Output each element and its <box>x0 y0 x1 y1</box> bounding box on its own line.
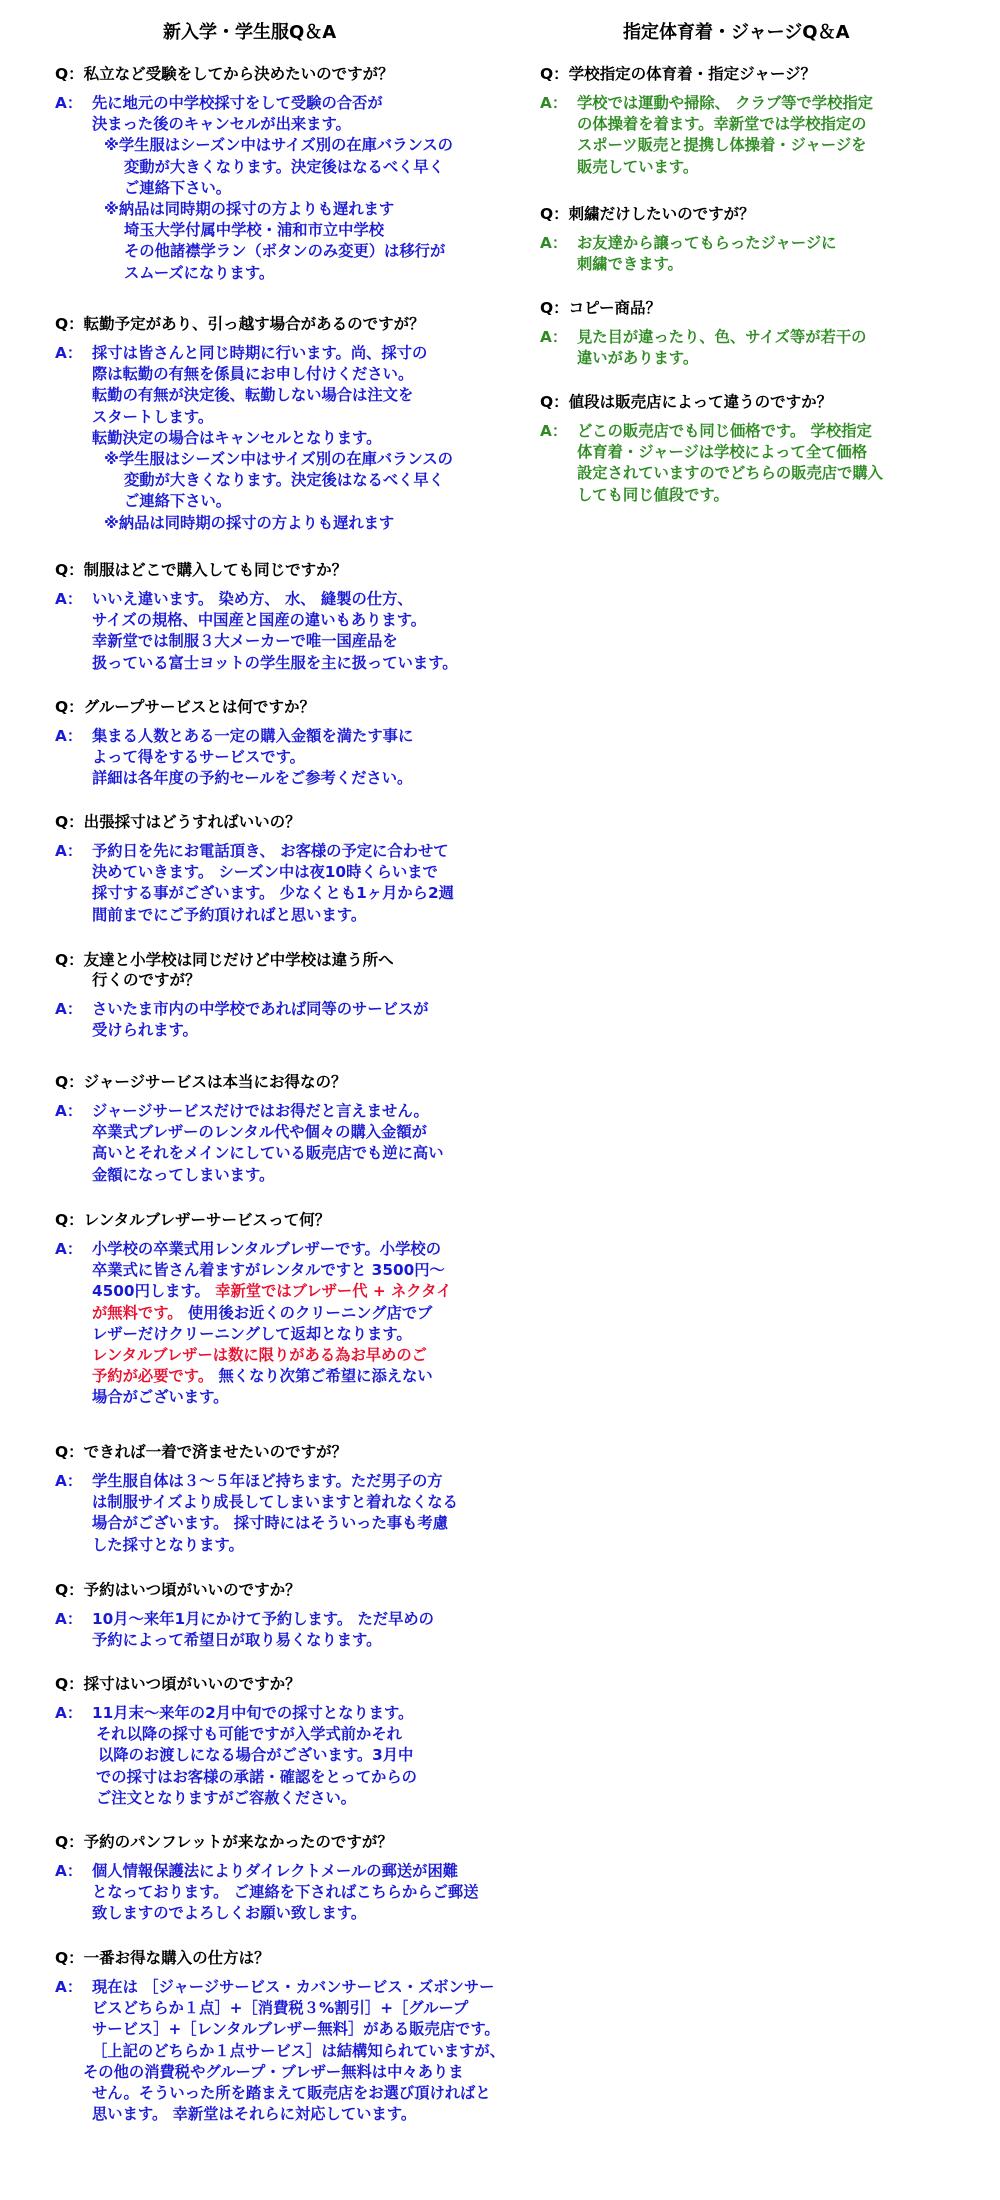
answer-line: 違いがあります。 <box>577 349 699 368</box>
qa-item-school-sportswear <box>540 64 873 178</box>
highlight-text: が無料です。 <box>92 1303 183 1322</box>
answer-line: 致しますのでよろしくお願い致します。 <box>92 1904 367 1923</box>
answer <box>55 726 413 790</box>
answer-line: その他の消費税やグループ・ブレザー無料は中々ありま <box>83 2062 464 2081</box>
answer-label: A： <box>55 1704 83 1722</box>
answer-line: ご注文となりますがご容赦ください。 <box>96 1788 357 1807</box>
answer-line: 採寸する事がございます。 少なくとも1ヶ月から2週 <box>92 884 454 903</box>
answer-line: した採寸となります。 <box>92 1535 244 1554</box>
question: Q：転勤予定があり、引っ越す場合があるのですが？ <box>55 315 425 333</box>
answer <box>55 1471 458 1556</box>
answer-line <box>92 1366 452 1387</box>
question: Q：できれば一着で済ませたいのですが？ <box>55 1443 348 1461</box>
answer-line: 場合がございます。 採寸時にはそういった事も考慮 <box>92 1514 448 1533</box>
question: Q：ジャージサービスは本当にお得なの？ <box>55 1073 347 1091</box>
answer-line: での採寸はお客様の承諾・確認をとってからの <box>96 1767 417 1786</box>
qa-item-transfer <box>55 314 453 534</box>
answer-line: は制服サイズより成長してしまいますと着れなくなる <box>92 1493 458 1512</box>
answer-line: の体操着を着ます。幸新堂では学校指定の <box>577 115 867 134</box>
question: Q：値段は販売店によって違うのですか？ <box>540 393 833 411</box>
answer-line: ビスどちらか１点］+［消費税３%割引］+［グループ <box>92 1999 469 2018</box>
question: Q：出張採寸はどうすればいいの？ <box>55 813 301 831</box>
answer-line: スムーズになります。 <box>124 263 275 282</box>
answer-text: 4500円します。 <box>92 1282 216 1301</box>
answer <box>55 1239 452 1409</box>
qa-item-private-exam <box>55 64 453 284</box>
answer-text: 使用後お近くのクリーニング店でブ <box>182 1303 433 1322</box>
question: Q：予約はいつ頃がいいのですか？ <box>55 1581 301 1599</box>
answer-line: 転勤決定の場合はキャンセルとなります。 <box>92 428 382 447</box>
qa-item-price <box>540 392 883 506</box>
answer-label: A： <box>55 590 83 608</box>
answer <box>55 1861 479 1925</box>
qa-item-copy-product <box>540 298 866 369</box>
answer-text: 無くなり次第ご希望に添えない <box>213 1367 433 1386</box>
question: Q：レンタルブレザーサービスって何？ <box>55 1211 331 1229</box>
answer-line: 扱っている富士ヨットの学生服を主に扱っています。 <box>92 653 458 672</box>
answer-line: 転勤の有無が決定後、転勤しない場合は注文を <box>92 386 414 405</box>
question-line: 行くのですが？ <box>92 971 201 989</box>
answer-line: 10月～来年1月にかけて予約します。 ただ早めの <box>92 1610 434 1628</box>
qa-item-pamphlet <box>55 1832 479 1925</box>
question: Q：グループサービスとは何ですか？ <box>55 698 315 716</box>
answer-line: 間前までにご予約頂ければと思います。 <box>92 905 367 924</box>
highlight-line: レンタルブレザーは数に限りがある為お早めのご <box>92 1346 427 1365</box>
question: Q：学校指定の体育着・指定ジャージ？ <box>540 65 817 83</box>
answer <box>55 841 454 926</box>
answer-line: よって得をするサービスです。 <box>92 748 305 767</box>
answer-line: 以降のお渡しになる場合がございます。3月中 <box>98 1746 414 1765</box>
answer-line: ※学生服はシーズン中はサイズ別の在庫バランスの <box>104 450 453 469</box>
qa-item-rental-blazer <box>55 1210 452 1409</box>
answer-line: 卒業式に皆さん着ますがレンタルですと 3500円～ <box>92 1261 445 1280</box>
answer-line: 予約日を先にお電話頂き、 お客様の予定に合わせて <box>92 842 449 860</box>
qa-item-group-service <box>55 697 413 790</box>
answer-line: ※学生服はシーズン中はサイズ別の在庫バランスの <box>104 136 453 155</box>
answer-label: A： <box>55 1000 83 1018</box>
answer-line: 埼玉大学付属中学校・浦和市立中学校 <box>124 221 385 240</box>
answer <box>55 1609 434 1651</box>
answer-label: A： <box>55 1978 83 1996</box>
answer-line: 詳細は各年度の予約セールをご参考ください。 <box>92 769 413 788</box>
highlight-text: 幸新堂ではブレザー代 + ネクタイ <box>215 1282 452 1301</box>
qa-item-best-purchase <box>55 1948 505 2125</box>
question: Q：コピー商品？ <box>540 299 662 317</box>
answer-label: A： <box>55 1862 83 1880</box>
answer-label: A： <box>540 422 568 440</box>
answer-line: 体育着・ジャージは学校によって全て価格 <box>577 443 868 462</box>
question: Q：採寸はいつ頃がいいのですか？ <box>55 1675 301 1693</box>
answer-line: 高いとそれをメインにしている販売店でも逆に高い <box>92 1144 444 1163</box>
answer-line: 刺繍できます。 <box>577 255 683 274</box>
answer-line: 採寸は皆さんと同じ時期に行います。尚、採寸の <box>92 344 428 362</box>
answer-line: スタートします。 <box>92 407 214 426</box>
answer <box>540 327 866 369</box>
answer-line: 設定されていますのでどちらの販売店で購入 <box>577 464 883 483</box>
question: Q：制服はどこで購入しても同じですか？ <box>55 561 348 579</box>
answer-label: A： <box>55 1240 83 1258</box>
qa-item-one-suit <box>55 1442 458 1556</box>
answer <box>55 1703 417 1809</box>
answer-line: 販売しています。 <box>577 157 699 176</box>
answer-line: ※納品は同時期の採寸の方よりも遅れます <box>104 200 395 219</box>
answer-line: いいえ違います。 染め方、 水、 縫製の仕方、 <box>92 590 413 608</box>
answer-line: 11月末～来年の2月中旬での採寸となります。 <box>92 1704 414 1722</box>
answer-line: しても同じ値段です。 <box>577 485 729 504</box>
answer-line: スポーツ販売と提携し体操着・ジャージを <box>577 136 867 155</box>
answer-label: A： <box>55 1472 83 1490</box>
answer-line: サイズの規格、中国産と国産の違いもあります。 <box>92 611 427 630</box>
answer-label: A： <box>540 328 568 346</box>
question-line: Q：友達と小学校は同じだけど中学校は違う所へ <box>55 951 394 969</box>
answer-line: 先に地元の中学校採寸をして受験の合否が <box>92 94 383 112</box>
answer-line: ［上記のどちらか１点サービス］は結構知られていますが、 <box>92 2041 506 2060</box>
answer-line <box>92 1281 452 1302</box>
answer <box>540 93 873 178</box>
answer-line: 個人情報保護法によりダイレクトメールの郵送が困難 <box>92 1862 459 1880</box>
answer-line: 小学校の卒業式用レンタルブレザーです。小学校の <box>92 1240 441 1258</box>
answer-label: A： <box>55 344 83 362</box>
answer-line: 学校では運動や掃除、 クラブ等で学校指定 <box>577 94 873 112</box>
answer-line: ※納品は同時期の採寸の方よりも遅れます <box>104 513 395 532</box>
answer-line: 卒業式ブレザーのレンタル代や個々の購入金額が <box>92 1123 427 1142</box>
answer-line: 受けられます。 <box>92 1021 198 1040</box>
qa-item-uniform-same <box>55 560 458 674</box>
answer-line: 予約によって希望日が取り易くなります。 <box>92 1631 382 1650</box>
qa-item-reservation-timing <box>55 1580 434 1651</box>
answer-label: A： <box>55 842 83 860</box>
answer <box>540 233 836 275</box>
answer <box>55 589 458 674</box>
answer-line: せん。そういった所を踏まえて販売店をお選び頂ければと <box>92 2084 491 2103</box>
uniform-qa-heading: 新入学・学生服Q＆A <box>163 22 337 43</box>
answer-label: A： <box>55 1102 83 1120</box>
answer-line: 見た目が違ったり、色、サイズ等が若干の <box>577 328 867 346</box>
answer-label: A： <box>55 727 83 745</box>
answer-line: レザーだけクリーニングして返却となります。 <box>92 1324 412 1343</box>
answer-line: その他諸襟学ラン（ボタンのみ変更）は移行が <box>124 242 446 261</box>
question <box>55 950 429 990</box>
question: Q：一番お得な購入の仕方は？ <box>55 1949 270 1967</box>
answer-line: どこの販売店でも同じ価格です。 学校指定 <box>577 422 872 440</box>
question: Q：私立など受験をしてから決めたいのですが？ <box>55 65 394 83</box>
answer-line: サービス］+［レンタルブレザー無料］がある販売店です。 <box>92 2020 500 2039</box>
answer-line: 際は転勤の有無を係員にお申し付けください。 <box>92 365 414 384</box>
answer <box>55 93 453 284</box>
answer <box>55 999 429 1041</box>
answer <box>540 421 883 506</box>
answer-label: A： <box>540 234 568 252</box>
answer-line: 変動が大きくなります。決定後はなるべく早く <box>124 157 445 176</box>
answer <box>55 1977 505 2125</box>
answer-line: 現在は ［ジャージサービス・カバンサービス・ズボンサー <box>92 1978 495 1996</box>
qa-item-different-school <box>55 950 429 1041</box>
answer-label: A： <box>55 1610 83 1628</box>
qa-item-measure-timing <box>55 1674 417 1809</box>
answer-line: 場合がございます。 <box>92 1388 229 1407</box>
answer-line: 学生服自体は３～５年ほど持ちます。ただ男子の方 <box>92 1472 443 1490</box>
answer-line: ご連絡下さい。 <box>124 492 232 511</box>
answer <box>55 1101 444 1186</box>
answer-line: 幸新堂では制服３大メーカーで唯一国産品を <box>92 632 398 651</box>
answer-label: A： <box>540 94 568 112</box>
answer <box>55 343 453 534</box>
qa-item-jersey-service <box>55 1072 444 1186</box>
question: Q：予約のパンフレットが来なかったのですが？ <box>55 1833 393 1851</box>
answer-label: A： <box>55 94 83 112</box>
qa-item-onsite-measure <box>55 812 454 926</box>
answer-line <box>92 1303 452 1324</box>
highlight-text: 予約が必要です。 <box>92 1367 214 1386</box>
answer-line: 決まった後のキャンセルが出来ます。 <box>92 115 351 134</box>
qa-item-embroidery <box>540 204 836 275</box>
answer-line: ご連絡下さい。 <box>124 178 232 197</box>
answer-line: ジャージサービスだけではお得だと言えません。 <box>92 1102 429 1120</box>
sportswear-qa-heading: 指定体育着・ジャージQ＆A <box>623 22 850 43</box>
answer-line: 集まる人数とある一定の購入金額を満たす事に <box>92 727 414 745</box>
answer-line: お友達から譲ってもらったジャージに <box>577 234 837 252</box>
answer-line: となっております。 ご連絡を下さればこちらからご郵送 <box>92 1883 479 1902</box>
answer-line: 決めていきます。 シーズン中は夜10時くらいまで <box>92 863 438 882</box>
question: Q：刺繍だけしたいのですが？ <box>540 205 755 223</box>
answer-line: 金額になってしまいます。 <box>92 1165 275 1184</box>
answer-line: それ以降の採寸も可能ですが入学式前かそれ <box>96 1725 402 1744</box>
answer-line: さいたま市内の中学校であれば同等のサービスが <box>92 1000 429 1018</box>
answer-line: 思います。 幸新堂はそれらに対応しています。 <box>92 2105 417 2124</box>
answer-line: 変動が大きくなります。決定後はなるべく早く <box>124 471 445 490</box>
